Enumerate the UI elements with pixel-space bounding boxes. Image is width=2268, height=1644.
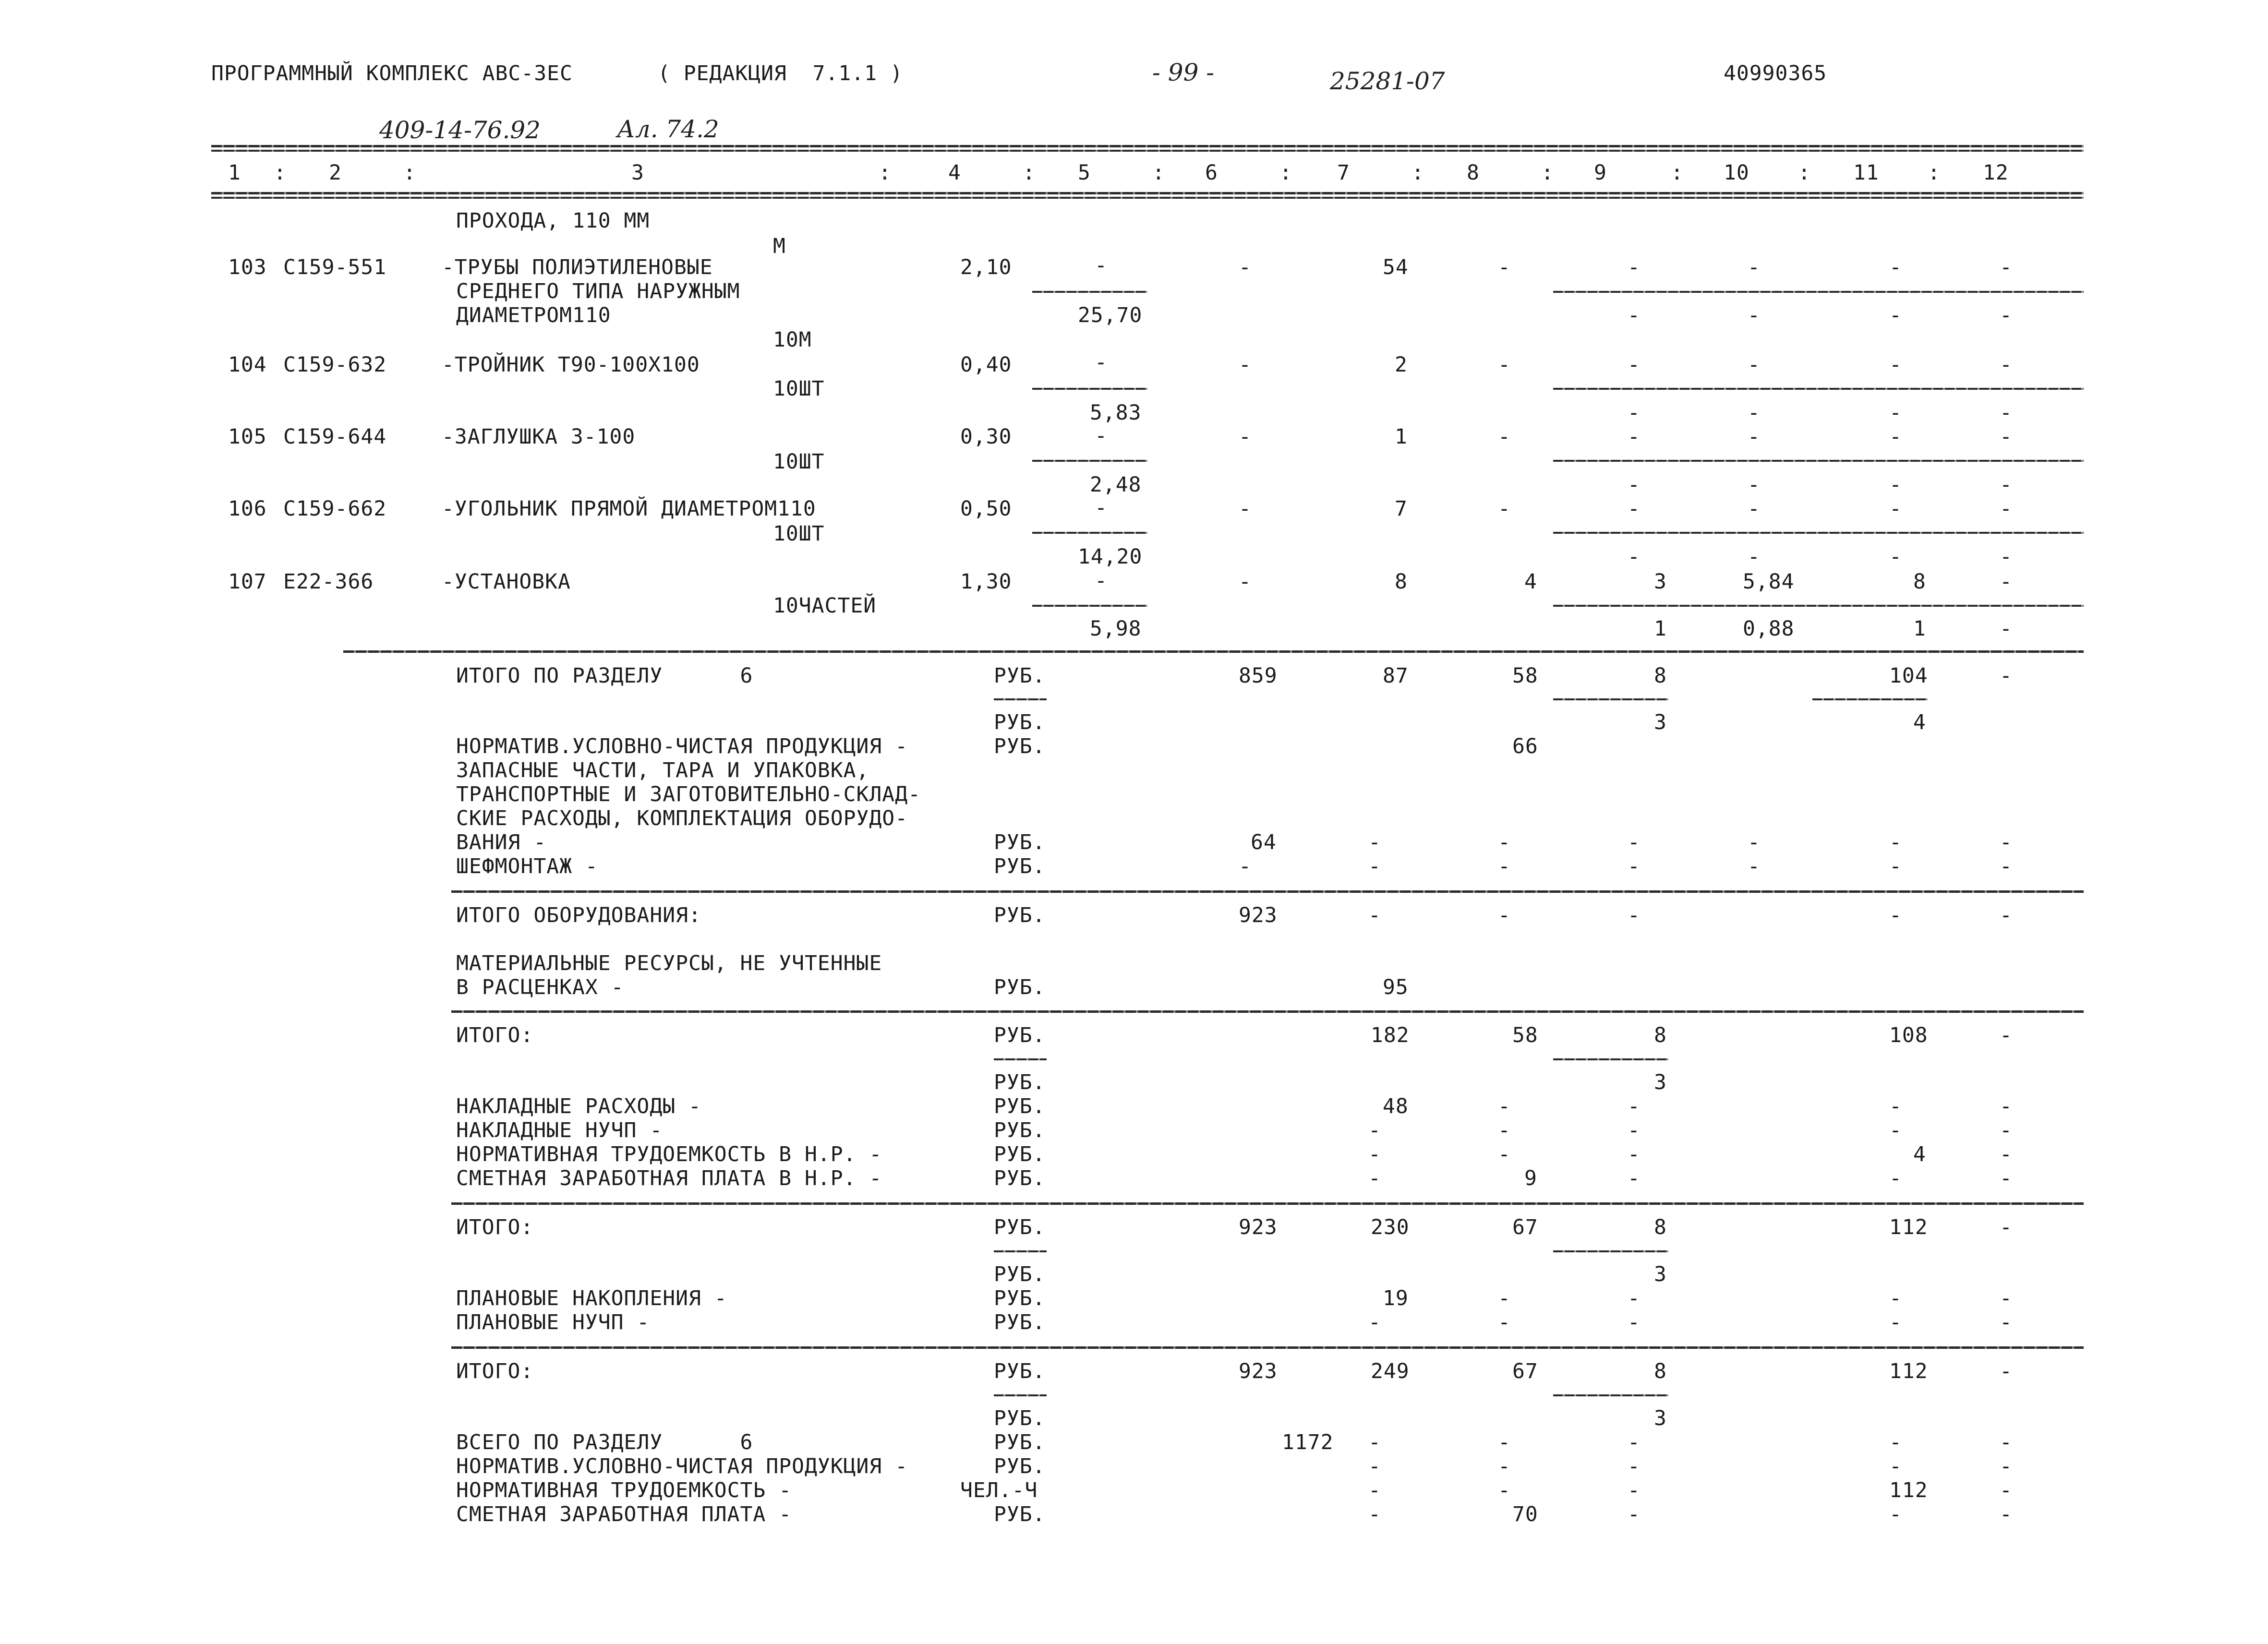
item-c7: 8 [1395, 570, 1408, 594]
item-c10: - [1748, 255, 1761, 279]
item-c6: - [1239, 425, 1252, 449]
item-qty: 1,30 [960, 570, 1012, 594]
value-112: 112 [1889, 1359, 1928, 1383]
value-9: 9 [1524, 1166, 1537, 1190]
col-5: 5 [1078, 161, 1091, 185]
col-sep: : [1541, 161, 1554, 185]
value-48: 48 [1383, 1094, 1409, 1118]
value-separator [1553, 698, 1668, 700]
dash-mark: - [1628, 1118, 1641, 1142]
labor-label: НОРМАТИВНАЯ ТРУДОЕМКОСТЬ - [456, 1478, 792, 1502]
col-3: 3 [631, 161, 644, 185]
dash-mark: - [1889, 1454, 1902, 1478]
dash-mark: - [1368, 903, 1381, 927]
value-separator [1812, 698, 1928, 700]
rub-unit: РУБ. [994, 710, 1046, 734]
dash-mark: - [1628, 903, 1641, 927]
item-desc: ПРОХОДА, 110 ММ [456, 209, 650, 233]
dash-mark: - [2000, 1023, 2013, 1047]
item-code: Е22-366 [283, 570, 374, 594]
dash-mark: - [1498, 854, 1511, 878]
total-label: ИТОГО: [456, 1359, 534, 1383]
item-separator [1553, 532, 2084, 534]
dash-mark: - [1889, 903, 1902, 927]
item-c10: - [1748, 425, 1761, 449]
transport-label: ТРАНСПОРТНЫЕ И ЗАГОТОВИТЕЛЬНО-СКЛАД- [456, 782, 921, 806]
col-sep: : [1411, 161, 1424, 185]
dash-mark: - [1498, 1286, 1511, 1310]
dash-mark: - [2000, 903, 2013, 927]
rub-unit: РУБ. [994, 1286, 1046, 1310]
dash-mark: - [1368, 830, 1381, 854]
section-rule [451, 890, 2084, 893]
dash-mark: - [1889, 545, 1902, 569]
dash-mark: - [1368, 1502, 1381, 1526]
album-ref: Ал. 74.2 [617, 115, 719, 143]
item-code: С159-551 [283, 255, 387, 279]
rub-unit: РУБ. [994, 1310, 1046, 1334]
dash-mark: - [1368, 1142, 1381, 1166]
value-67: 67 [1512, 1359, 1538, 1383]
rub-unit: РУБ. [994, 1070, 1046, 1094]
header-rule-top [211, 145, 2084, 147]
dash-mark: - [1368, 1166, 1381, 1190]
dash-mark: - [1628, 401, 1641, 425]
item-c5-top: - [1095, 350, 1108, 374]
dash-mark: - [2000, 303, 2013, 327]
dash-mark: - [2000, 473, 2013, 497]
value-58: 58 [1512, 1023, 1538, 1047]
col-sep: : [1279, 161, 1292, 185]
shefmontazh-label: ШЕФМОНТАЖ - [456, 854, 598, 878]
item-c10: - [1748, 497, 1761, 521]
item-unit: 10ШТ [773, 377, 825, 401]
item-c11: - [1889, 353, 1902, 377]
item-number: 103 [228, 255, 267, 279]
item-c12: - [2000, 353, 2013, 377]
rub-unit: РУБ. [994, 1406, 1046, 1430]
dash-mark: - [1368, 1478, 1381, 1502]
value-4: 4 [1913, 710, 1926, 734]
storage-label: СКИЕ РАСХОДЫ, КОМПЛЕКТАЦИЯ ОБОРУДО- [456, 806, 908, 830]
header-rule-bottom [211, 192, 2084, 194]
item-number: 104 [228, 353, 267, 377]
item-c9-bottom: 1 [1654, 617, 1667, 641]
dash-mark: - [1628, 1502, 1641, 1526]
materials-label: МАТЕРИАЛЬНЫЕ РЕСУРСЫ, НЕ УЧТЕННЫЕ [456, 951, 882, 975]
dash-mark: - [1498, 1478, 1511, 1502]
value-859: 859 [1239, 664, 1278, 688]
section-rule [343, 650, 2084, 653]
item-separator [1032, 532, 1147, 534]
header-rule-top2 [211, 150, 2084, 152]
dash-mark: - [1748, 854, 1761, 878]
item-c7: 1 [1395, 425, 1408, 449]
value-separator [994, 1250, 1047, 1252]
item-code: С159-662 [283, 497, 387, 521]
item-c5-top: - [1095, 253, 1108, 277]
col-sep: : [1671, 161, 1684, 185]
dash-mark: - [1368, 1430, 1381, 1454]
value-95: 95 [1383, 975, 1409, 999]
item-c5-bottom: 5,98 [1090, 617, 1142, 641]
item-number: 107 [228, 570, 267, 594]
dash-mark: - [2000, 1359, 2013, 1383]
dash-mark: - [1748, 830, 1761, 854]
value-separator [994, 1394, 1047, 1396]
total-label: ИТОГО: [456, 1215, 534, 1239]
item-separator [1553, 291, 2084, 293]
value-8: 8 [1654, 1359, 1667, 1383]
item-c10: - [1748, 353, 1761, 377]
item-c5-top: - [1095, 496, 1108, 520]
item-c11: 8 [1913, 570, 1926, 594]
item-c12: - [2000, 570, 2013, 594]
dash-mark: - [2000, 830, 2013, 854]
value-108: 108 [1889, 1023, 1928, 1047]
dash-mark: - [1889, 1430, 1902, 1454]
dash-mark: - [1748, 545, 1761, 569]
value-4: 4 [1913, 1142, 1926, 1166]
dash-mark: - [1889, 1094, 1902, 1118]
item-c5-bottom: 25,70 [1078, 303, 1143, 327]
doc-number: 25281-07 [1330, 67, 1445, 95]
section-rule [451, 1346, 2084, 1349]
value-3: 3 [1654, 1406, 1667, 1430]
item-desc-2: СРЕДНЕГО ТИПА НАРУЖНЫМ [456, 279, 740, 303]
item-qty: 2,10 [960, 255, 1012, 279]
item-separator [1032, 291, 1147, 293]
item-c8: - [1498, 425, 1511, 449]
value-923: 923 [1239, 1359, 1278, 1383]
project-ref: 409-14-76.92 [379, 116, 541, 144]
col-6: 6 [1205, 161, 1218, 185]
value-182: 182 [1371, 1023, 1410, 1047]
value-66: 66 [1512, 734, 1538, 758]
col-7: 7 [1337, 161, 1350, 185]
rub-unit: РУБ. [994, 1166, 1046, 1190]
value-separator [1553, 1058, 1668, 1060]
dash-mark: - [1628, 1310, 1641, 1334]
dash-mark: - [1748, 303, 1761, 327]
item-code: С159-632 [283, 353, 387, 377]
spare-parts-label: ЗАПАСНЫЕ ЧАСТИ, ТАРА И УПАКОВКА, [456, 758, 869, 782]
item-c11: - [1889, 425, 1902, 449]
equipment-label: ВАНИЯ - [456, 830, 547, 854]
item-c9: - [1628, 353, 1641, 377]
rub-unit: РУБ. [994, 664, 1046, 688]
col-9: 9 [1594, 161, 1607, 185]
rub-unit: РУБ. [994, 1118, 1046, 1142]
value-70: 70 [1512, 1502, 1538, 1526]
item-c5-bottom: 14,20 [1078, 545, 1143, 569]
dash-mark: - [1889, 854, 1902, 878]
value-separator [994, 698, 1047, 700]
dash-mark: - [1498, 1118, 1511, 1142]
dash-mark: - [2000, 1142, 2013, 1166]
page-number: - 99 - [1152, 59, 1215, 86]
dash-mark: - [2000, 1286, 2013, 1310]
col-12: 12 [1983, 161, 2009, 185]
item-separator [1553, 460, 2084, 462]
item-c10-bottom: 0,88 [1743, 617, 1795, 641]
program-title: ПРОГРАММНЫЙ КОМПЛЕКС АВС-3ЕС [211, 61, 573, 85]
dash-mark: - [2000, 664, 2013, 688]
item-c9: - [1628, 497, 1641, 521]
item-desc: -ЗАГЛУШКА 3-100 [442, 425, 636, 449]
item-c11-bottom: 1 [1913, 617, 1926, 641]
item-c6: - [1239, 255, 1252, 279]
dash-mark: - [1628, 1142, 1641, 1166]
col-8: 8 [1467, 161, 1480, 185]
item-separator [1032, 388, 1147, 390]
dash-mark: - [1889, 473, 1902, 497]
dash-mark: - [1498, 1094, 1511, 1118]
item-c11: - [1889, 255, 1902, 279]
value-923: 923 [1239, 903, 1278, 927]
dash-mark: - [1628, 1286, 1641, 1310]
col-1: 1 [228, 161, 241, 185]
dash-mark: - [1628, 1478, 1641, 1502]
dash-mark: - [1368, 854, 1381, 878]
value-67: 67 [1512, 1215, 1538, 1239]
col-2: 2 [329, 161, 342, 185]
item-desc: -УСТАНОВКА [442, 570, 571, 594]
item-desc: -УГОЛЬНИК ПРЯМОЙ ДИАМЕТРОМ110 [442, 497, 816, 521]
value-8: 8 [1654, 664, 1667, 688]
item-unit: 10ШТ [773, 450, 825, 474]
value-249: 249 [1371, 1359, 1410, 1383]
dash-mark: - [1628, 303, 1641, 327]
materials-label-2: В РАСЦЕНКАХ - [456, 975, 624, 999]
rub-unit: РУБ. [994, 903, 1046, 927]
dash-mark: - [1628, 1430, 1641, 1454]
dash-mark: - [1498, 1430, 1511, 1454]
overhead-nuchp-label: НАКЛАДНЫЕ НУЧП - [456, 1118, 663, 1142]
dash-mark: - [2000, 1478, 2013, 1502]
value-19: 19 [1383, 1286, 1409, 1310]
value-230: 230 [1371, 1215, 1410, 1239]
dash-mark: - [2000, 545, 2013, 569]
dash-mark: - [2000, 1118, 2013, 1142]
rub-unit: РУБ. [994, 1142, 1046, 1166]
value-3: 3 [1654, 1262, 1667, 1286]
item-c9: - [1628, 255, 1641, 279]
rub-unit: РУБ. [994, 1215, 1046, 1239]
dash-mark: - [1498, 1454, 1511, 1478]
item-separator [1553, 388, 2084, 390]
value-separator [994, 1058, 1047, 1060]
value-64: 64 [1251, 830, 1277, 854]
item-qty: 0,50 [960, 497, 1012, 521]
dash-mark: - [1498, 830, 1511, 854]
rub-unit: РУБ. [994, 1454, 1046, 1478]
dash-mark: - [1239, 854, 1252, 878]
item-c7: 2 [1395, 353, 1408, 377]
edition-label: ( РЕДАКЦИЯ 7.1.1 ) [658, 61, 903, 85]
item-c8: - [1498, 255, 1511, 279]
dash-mark: - [1628, 1166, 1641, 1190]
col-10: 10 [1724, 161, 1749, 185]
rub-unit: РУБ. [994, 1359, 1046, 1383]
wages-label: СМЕТНАЯ ЗАРАБОТНАЯ ПЛАТА - [456, 1502, 792, 1526]
labor-np-label: НОРМАТИВНАЯ ТРУДОЕМКОСТЬ В Н.Р. - [456, 1142, 882, 1166]
item-c10: 5,84 [1743, 570, 1795, 594]
item-c6: - [1239, 497, 1252, 521]
item-desc: -ТРУБЫ ПОЛИЭТИЛЕНОВЫЕ [442, 255, 713, 279]
item-c9: 3 [1654, 570, 1667, 594]
man-hour-unit: ЧЕЛ.-Ч [960, 1478, 1038, 1502]
item-qty: 0,30 [960, 425, 1012, 449]
dash-mark: - [2000, 1215, 2013, 1239]
item-number: 105 [228, 425, 267, 449]
item-unit: М [773, 234, 786, 258]
value-87: 87 [1383, 664, 1409, 688]
dash-mark: - [1498, 1310, 1511, 1334]
item-c12: - [2000, 425, 2013, 449]
item-c5-top: - [1095, 569, 1108, 593]
item-unit: 10ЧАСТЕЙ [773, 594, 877, 618]
dash-mark: - [1748, 401, 1761, 425]
dash-mark: - [1628, 1094, 1641, 1118]
equipment-total-label: ИТОГО ОБОРУДОВАНИЯ: [456, 903, 701, 927]
rub-unit: РУБ. [994, 734, 1046, 758]
dash-mark: - [2000, 1166, 2013, 1190]
rub-unit: РУБ. [994, 830, 1046, 854]
dash-mark: - [1628, 830, 1641, 854]
item-c8: 4 [1524, 570, 1537, 594]
item-unit: 10М [773, 328, 812, 352]
value-8: 8 [1654, 1023, 1667, 1047]
overhead-label: НАКЛАДНЫЕ РАСХОДЫ - [456, 1094, 701, 1118]
item-c8: - [1498, 353, 1511, 377]
value-separator [1553, 1250, 1668, 1252]
section-rule [451, 1010, 2084, 1013]
col-sep: : [879, 161, 892, 185]
item-code: С159-644 [283, 425, 387, 449]
rub-unit: РУБ. [994, 1430, 1046, 1454]
col-sep: : [1928, 161, 1941, 185]
item-separator [1032, 460, 1147, 462]
dash-mark: - [2000, 1502, 2013, 1526]
dash-mark: - [1498, 903, 1511, 927]
col-sep: : [274, 161, 287, 185]
value-3: 3 [1654, 1070, 1667, 1094]
dash-mark: - [1368, 1454, 1381, 1478]
dash-mark: - [2000, 1454, 2013, 1478]
dash-mark: - [2000, 401, 2013, 425]
dash-mark: - [2000, 1310, 2013, 1334]
item-c7: 7 [1395, 497, 1408, 521]
dash-mark: - [1748, 473, 1761, 497]
rub-unit: РУБ. [994, 854, 1046, 878]
item-c6: - [1239, 353, 1252, 377]
item-c5-bottom: 5,83 [1090, 401, 1142, 425]
dash-mark: - [1889, 1502, 1902, 1526]
value-104: 104 [1889, 664, 1928, 688]
col-sep: : [403, 161, 416, 185]
value-1172: 1172 [1282, 1430, 1334, 1454]
dash-mark: - [1368, 1310, 1381, 1334]
total-label: ИТОГО: [456, 1023, 534, 1047]
item-desc: -ТРОЙНИК Т90-100Х100 [442, 353, 700, 377]
dash-mark: - [2000, 1094, 2013, 1118]
dash-mark: - [1889, 401, 1902, 425]
value-8: 8 [1654, 1215, 1667, 1239]
col-sep: : [1023, 161, 1036, 185]
value-58: 58 [1512, 664, 1538, 688]
col-sep: : [1798, 161, 1811, 185]
dash-mark: - [1889, 1166, 1902, 1190]
dash-mark: - [2000, 617, 2013, 641]
rub-unit: РУБ. [994, 1502, 1046, 1526]
item-c5-bottom: 2,48 [1090, 473, 1142, 497]
planned-nuchp-label: ПЛАНОВЫЕ НУЧП - [456, 1310, 650, 1334]
item-c7: 54 [1383, 255, 1409, 279]
dash-mark: - [1628, 1454, 1641, 1478]
rub-unit: РУБ. [994, 1094, 1046, 1118]
dash-mark: - [1628, 545, 1641, 569]
item-number: 106 [228, 497, 267, 521]
item-qty: 0,40 [960, 353, 1012, 377]
norm-label: НОРМАТИВ.УСЛОВНО-ЧИСТАЯ ПРОДУКЦИЯ - [456, 1454, 908, 1478]
dash-mark: - [1889, 1118, 1902, 1142]
section-grand-total-label: ВСЕГО ПО РАЗДЕЛУ 6 [456, 1430, 753, 1454]
dash-mark: - [1628, 854, 1641, 878]
item-desc-3: ДИАМЕТРОМ110 [456, 303, 611, 327]
code-number: 40990365 [1724, 61, 1827, 85]
item-c12: - [2000, 497, 2013, 521]
dash-mark: - [1498, 1142, 1511, 1166]
value-112: 112 [1889, 1215, 1928, 1239]
section-rule [451, 1202, 2084, 1205]
item-c6: - [1239, 570, 1252, 594]
item-c8: - [1498, 497, 1511, 521]
wages-np-label: СМЕТНАЯ ЗАРАБОТНАЯ ПЛАТА В Н.Р. - [456, 1166, 882, 1190]
dash-mark: - [1889, 303, 1902, 327]
value-112: 112 [1889, 1478, 1928, 1502]
dash-mark: - [1889, 1310, 1902, 1334]
value-923: 923 [1239, 1215, 1278, 1239]
planned-savings-label: ПЛАНОВЫЕ НАКОПЛЕНИЯ - [456, 1286, 727, 1310]
col-sep: : [1152, 161, 1165, 185]
value-separator [1553, 1394, 1668, 1396]
dash-mark: - [1889, 830, 1902, 854]
item-c11: - [1889, 497, 1902, 521]
rub-unit: РУБ. [994, 1262, 1046, 1286]
item-unit: 10ШТ [773, 522, 825, 546]
rub-unit: РУБ. [994, 1023, 1046, 1047]
dash-mark: - [1628, 473, 1641, 497]
item-c9: - [1628, 425, 1641, 449]
dash-mark: - [1889, 1286, 1902, 1310]
dash-mark: - [1368, 1118, 1381, 1142]
dash-mark: - [2000, 854, 2013, 878]
item-c5-top: - [1095, 424, 1108, 448]
rub-unit: РУБ. [994, 975, 1046, 999]
col-4: 4 [948, 161, 961, 185]
item-separator [1032, 605, 1147, 607]
item-separator [1553, 605, 2084, 607]
item-c12: - [2000, 255, 2013, 279]
dash-mark: - [2000, 1430, 2013, 1454]
norm-label: НОРМАТИВ.УСЛОВНО-ЧИСТАЯ ПРОДУКЦИЯ - [456, 734, 908, 758]
section-total-label: ИТОГО ПО РАЗДЕЛУ 6 [456, 664, 753, 688]
header-rule-bottom2 [211, 197, 2084, 199]
col-11: 11 [1853, 161, 1879, 185]
value-3: 3 [1654, 710, 1667, 734]
